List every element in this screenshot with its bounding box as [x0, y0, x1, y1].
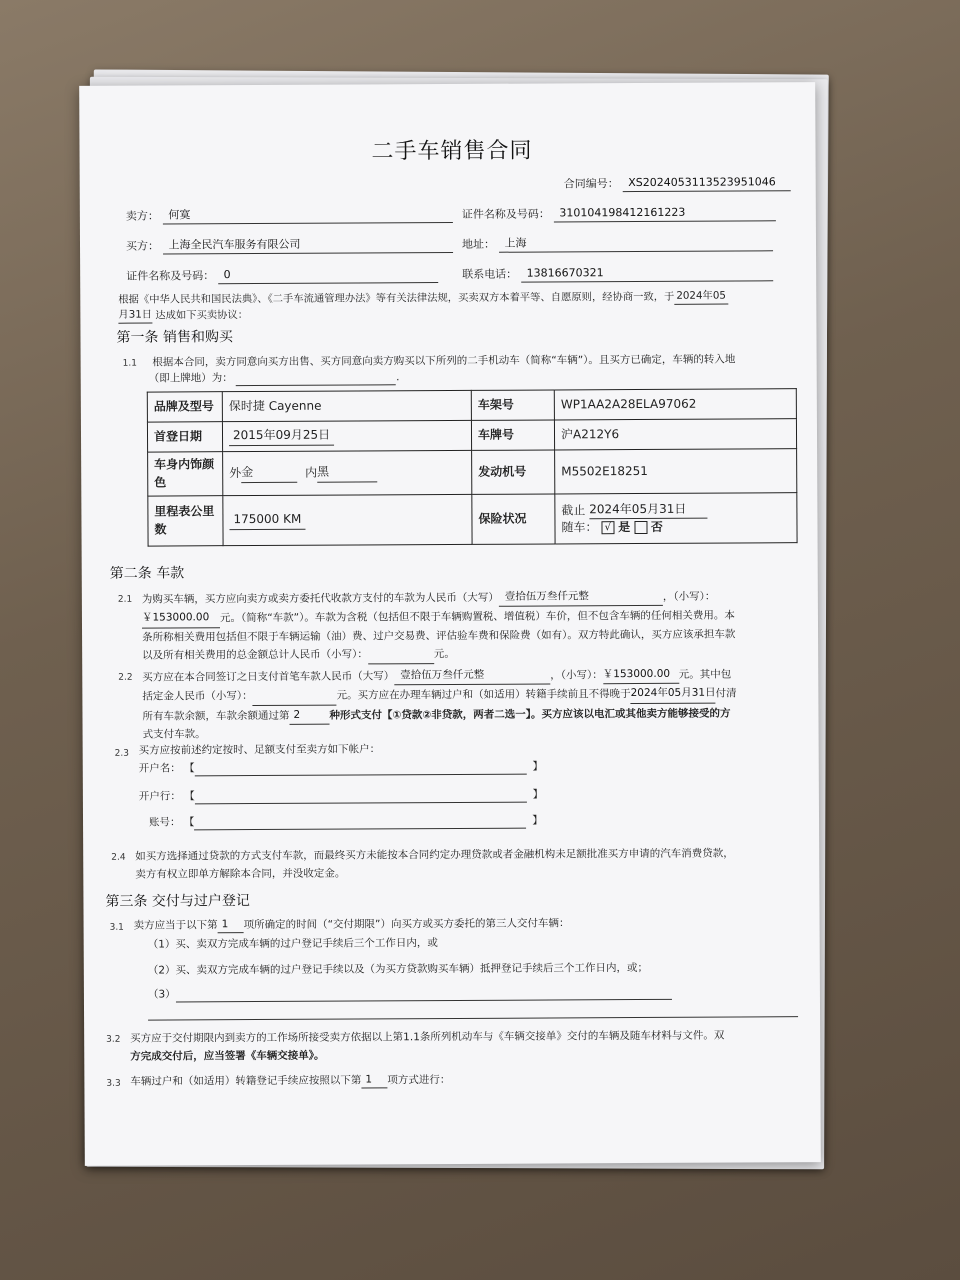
vehicle-info-table — [147, 388, 798, 546]
intro-line — [118, 289, 728, 308]
clause-2-2-small-label: ，（小写）： — [550, 669, 603, 682]
interior-label: 内 — [305, 465, 318, 481]
clause-2-2-text-b2: 元。买方应在办理车辆过户和（如适用）转籍手续前且不得晚于 — [336, 688, 631, 702]
account-bank-input[interactable] — [195, 790, 527, 805]
clause-3-1-option-2: （2）买、卖双方完成车辆的过户登记手续以及（为买方贷款购买车辆）抵押登记手续后三个工作日内，或； — [147, 961, 649, 977]
insurance-yes-checkbox[interactable]: √ — [601, 521, 614, 534]
exterior-value: 金 — [241, 464, 297, 483]
deposit-blank[interactable] — [253, 692, 337, 705]
intro-date-part2: 月31日 — [118, 308, 152, 324]
clause-2-2-text-a: 买方应在本合同签订之日支付首笔车款人民币（大写） — [142, 670, 395, 684]
with-car-label: 随车： — [561, 520, 598, 535]
clause-2-1-small-label: ，（小写）： — [662, 590, 716, 603]
total-amount-blank[interactable] — [368, 651, 434, 664]
clause-2-1-amount-words: 壹拾伍万叁仟元整 — [499, 587, 663, 607]
transfer-option-number: 1 — [361, 1072, 387, 1088]
reg-date-cell — [222, 420, 471, 451]
clause-2-1-amount-number: ￥153000.00 — [142, 609, 220, 629]
buyer-phone-label: 联系电话： — [462, 267, 518, 281]
clause-2-3-text: 买方应按前述约定按时、足额支付至卖方如下帐户： — [138, 743, 381, 757]
seller-value: 何寞 — [162, 206, 452, 224]
seller-id-value: 310104198412161223 — [553, 204, 775, 222]
clause-2-1-text-c: 条所称相关费用包括但不限于车辆运输（油）费、过户交易费、评估验车费和保险费（如有）。双方特此确认，买方应该承担车款 — [142, 628, 736, 644]
bracket-right: 】 — [532, 814, 543, 827]
insurance-yes-label: 是 — [618, 520, 631, 535]
clause-2-2-text-b3: 付清 — [715, 687, 737, 700]
buyer-value: 上海全民汽车服务有限公司 — [162, 236, 452, 254]
odometer-label: 里程表公里数 — [148, 496, 223, 546]
clause-3-3-text-b: 项方式进行： — [387, 1074, 451, 1087]
clause-2-4-number: 2.4 — [111, 852, 126, 863]
engine-value: M5502E18251 — [555, 449, 797, 494]
clause-2-2-text-c: 所有车款余额，车款余额通过第 — [142, 709, 290, 723]
clause-2-2-text-d: 式支付车款。 — [142, 728, 206, 741]
contract-page — [79, 82, 821, 1166]
brand-label: 品牌及型号 — [147, 392, 222, 422]
clause-3-1-option-1: （1）买、卖双方完成车辆的过户登记手续后三个工作日内，或 — [147, 937, 438, 951]
buyer-id-row — [126, 266, 438, 285]
table-row — [148, 493, 797, 546]
clause-1-1-text: 根据本合同，卖方同意向买方出售、买方同意向卖方购买以下所列的二手机动车（简称“车辆”）。且买方已确定，车辆的转入地 — [152, 353, 736, 369]
clause-3-2-text-a: 买方应于交付期限内到卖方的工作场所接受卖方依据以上第1.1条所列机动车与《车辆交接单》交付的车辆及随车材料与文件。双 — [130, 1029, 725, 1045]
insurance-label: 保险状况 — [472, 494, 555, 544]
seller-id-row — [462, 204, 776, 223]
insurance-until-label: 截止 — [561, 502, 586, 518]
seller-id-label: 证件名称及号码： — [461, 207, 550, 221]
clause-3-1-option-3-row — [148, 985, 672, 1003]
article-1-title: 第一条 销售和购买 — [116, 329, 233, 346]
clause-2-4-text-a: 如买方选择通过贷款的方式支付车款，而最终买方未能按本合同约定办理贷款或者金融机构未足额批准买方申请的汽车消费贷款， — [135, 847, 734, 863]
brand-value: 保时捷 Cayenne — [222, 390, 471, 421]
clause-2-2 — [142, 664, 802, 744]
clause-3-2-number: 3.2 — [106, 1034, 121, 1045]
intro-tail: 达成如下买卖协议： — [155, 309, 249, 322]
clause-2-1-number: 2.1 — [117, 594, 133, 605]
interior-value: 黑 — [317, 464, 377, 483]
account-number-input[interactable] — [194, 816, 526, 831]
clause-3-1-number: 3.1 — [109, 922, 124, 933]
buyer-phone-row — [462, 264, 773, 283]
vin-label: 车架号 — [471, 390, 554, 420]
clause-2-1 — [142, 586, 802, 665]
buyer-address-value: 上海 — [498, 234, 772, 252]
account-bank-label: 开户行： — [138, 790, 181, 803]
bracket-right: 】 — [532, 760, 544, 773]
intro-text: 根据《中华人民共和国民法典》、《二手车流通管理办法》等有关法律法规，买卖双方本着平等、自愿原则，经协商一致，于 — [118, 290, 675, 306]
divider-line — [148, 1016, 798, 1020]
reg-date-value: 2015年09月25日 — [229, 427, 334, 446]
clause-2-4 — [135, 844, 801, 884]
clause-3-1-line — [134, 915, 570, 934]
article-2-title: 第二条 车款 — [109, 565, 185, 582]
bracket-left: 【 — [184, 762, 195, 775]
clause-2-3-number: 2.3 — [114, 748, 130, 759]
clause-2-2-amount-words: 壹拾伍万叁仟元整 — [394, 665, 550, 685]
clause-3-1-text-a: 卖方应当于以下第 — [133, 919, 218, 932]
table-row — [148, 449, 797, 496]
delivery-other-input[interactable] — [176, 987, 672, 1003]
account-number-row — [149, 814, 543, 831]
exterior-label: 外 — [229, 466, 242, 481]
buyer-row — [126, 236, 453, 255]
registration-place-blank[interactable] — [236, 372, 396, 386]
clause-2-2-amount-number: ￥153000.00 — [603, 665, 679, 685]
clause-2-1-text-a: 为购买车辆，买方应向卖方或卖方委托代收款方支付的车款为人民币（大写） — [141, 591, 499, 606]
buyer-id-value: 0 — [218, 266, 438, 284]
account-name-label: 开户名： — [138, 762, 181, 775]
table-row — [147, 389, 796, 422]
article-3-title: 第三条 交付与过户登记 — [105, 893, 250, 910]
insurance-no-label: 否 — [650, 519, 663, 534]
buyer-label: 买方： — [125, 239, 160, 253]
page-title: 二手车销售合同 — [371, 138, 533, 165]
buyer-address-label: 地址： — [461, 237, 496, 251]
color-cell — [223, 450, 472, 495]
insurance-no-checkbox[interactable] — [634, 521, 647, 534]
table-row — [147, 419, 796, 452]
clause-2-2-text-a2: 元。其中包 — [678, 668, 732, 681]
buyer-id-label: 证件名称及号码： — [126, 269, 215, 283]
account-name-row — [139, 760, 543, 777]
clause-1-1-number: 1.1 — [122, 358, 137, 369]
clause-2-2-text-b: 括定金人民币（小写）： — [142, 690, 253, 703]
delivery-option-number: 1 — [218, 917, 244, 933]
buyer-phone-value: 13816670321 — [521, 264, 773, 282]
clause-3-3-text-a: 车辆过户和（如适用）转籍登记手续应按照以下第 — [130, 1074, 362, 1088]
odometer-value: 175000 KM — [229, 511, 305, 530]
reg-date-label: 首登日期 — [147, 422, 222, 452]
clause-2-1-text-b: 元。（简称“车款”）。车款为含税（包括但不限于车辆购置税、增值税）车价，但不包含车辆的任何相关费用。本 — [219, 609, 735, 625]
clause-2-1-text-d: 以及所有相关费用的总金额总计人民币（小写）： — [142, 648, 368, 662]
bracket-right: 】 — [532, 788, 544, 801]
contract-number-value: XS2024053113523951046 — [622, 174, 790, 192]
plate-value: 沪A212Y6 — [554, 419, 796, 450]
buyer-address-row — [462, 234, 773, 253]
odometer-cell — [223, 494, 472, 545]
engine-label: 发动机号 — [472, 450, 555, 494]
clause-3-3-number: 3.3 — [106, 1078, 121, 1089]
contract-number-row — [564, 174, 791, 192]
vin-value: WP1AA2A28ELA97062 — [554, 389, 796, 420]
bracket-left: 【 — [183, 816, 195, 829]
seller-label: 卖方： — [125, 209, 159, 223]
clause-2-2-date: 2024年05月31日 — [631, 684, 716, 704]
account-number-label: 账号： — [149, 816, 181, 829]
account-bank-row — [139, 788, 543, 805]
clause-2-2-number: 2.2 — [118, 672, 133, 683]
intro-line-2 — [118, 307, 248, 324]
account-name-input[interactable] — [195, 762, 527, 777]
contract-number-label: 合同编号： — [563, 177, 619, 191]
insurance-until-value: 2024年05月31日 — [589, 500, 707, 519]
payment-method-number: 2 — [289, 705, 329, 725]
insurance-cell — [555, 493, 797, 544]
clause-2-4-text-b: 卖方有权立即单方解除本合同，并没收定金。 — [135, 867, 346, 882]
clause-2-2-text-c2: 种形式支付【①贷款②非贷款，两者二选一】。买方应该以电汇或其他卖方能够接受的方 — [329, 707, 731, 722]
clause-1-1-text2: （即上牌地）为： — [148, 372, 233, 385]
seller-row — [126, 206, 453, 225]
clause-2-1-unit: 元。 — [433, 648, 455, 661]
clause-3-1-text-b: 项所确定的时间（“交付期限”）向买方或买方委托的第三人交付车辆： — [243, 917, 570, 932]
clause-3-2 — [130, 1026, 806, 1066]
clause-3-2-text-b: 方完成交付后，应当签署《车辆交接单》。 — [130, 1050, 325, 1064]
clause-1-1-line2: （即上牌地）为： . — [148, 371, 400, 385]
color-label: 车身内饰颜色 — [148, 452, 223, 496]
clause-1-1 — [123, 353, 736, 371]
clause-3-1-option-3: （3） — [147, 988, 176, 1001]
bracket-left: 【 — [184, 790, 195, 803]
clause-3-3-line — [130, 1072, 450, 1090]
intro-date-part1: 2024年05 — [674, 289, 728, 305]
plate-label: 车牌号 — [471, 420, 554, 450]
